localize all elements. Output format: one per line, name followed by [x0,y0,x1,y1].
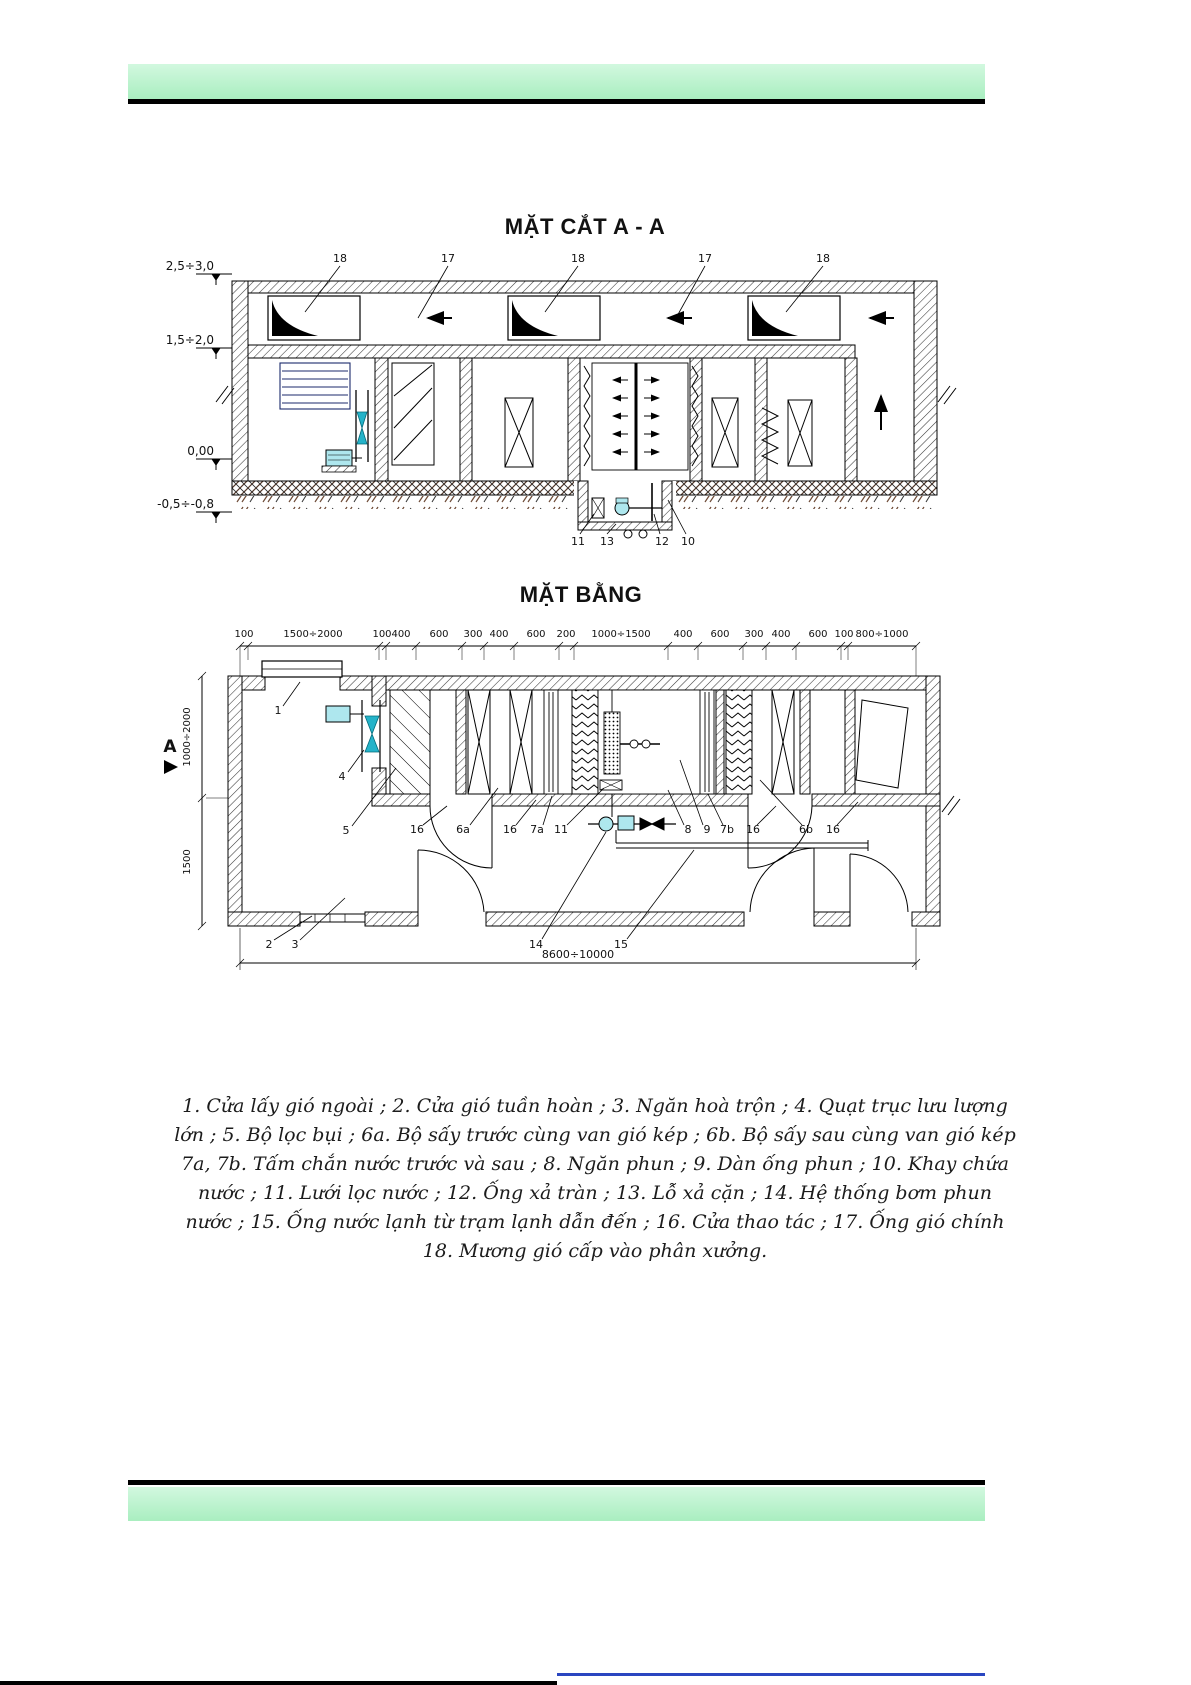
elevation-label: 1,5÷2,0 [165,333,214,347]
dim-label: 600 [710,629,730,640]
callout-label: 16 [826,823,840,836]
callout-label: 2 [265,938,273,951]
caption-line: nước ; 11. Lưới lọc nước ; 12. Ống xả tràn ; 13. Lỗ xả cặn ; 14. Hệ thống bơm phun [198,1182,992,1204]
section-cut-marker-label: A [163,737,177,757]
caption-line: 18. Mương gió cấp vào phân xưởng. [422,1240,768,1262]
dim-label: 100 [372,629,392,640]
callout-label: 1 [274,704,282,717]
damper-louver-box [392,363,434,465]
callout-label: 16 [503,823,517,836]
callout-label: 16 [746,823,760,836]
scan-artifact-black-edge [0,1681,557,1685]
heater-box-2 [510,690,532,794]
dim-label: 400 [391,629,411,640]
reheater-plan [726,690,752,794]
dim-label: 400 [489,629,509,640]
section-cut-arrow-icon [164,760,178,774]
callout-label: 6b [799,823,813,836]
callout-label: 18 [571,252,585,265]
section-title: MẶT CẮT A - A [504,214,666,239]
callout-label: 12 [655,535,669,548]
elevation-label: -0,5÷-0,8 [157,497,214,511]
callout-label: 11 [571,535,585,548]
dim-label: 8600÷10000 [541,948,615,961]
callout-label: 5 [342,824,350,837]
preheater-coil [505,398,533,467]
caption-line: 1. Cửa lấy gió ngoài ; 2. Cửa gió tuần hoàn ; 3. Ngăn hoà trộn ; 4. Quạt trục lưu lượng [182,1095,1008,1117]
scan-artifact-blue-line [557,1673,985,1676]
figure-caption [165,1092,1025,1266]
callout-label: 7a [530,823,544,836]
callout-label: 11 [554,823,568,836]
dim-label: 100 [234,629,254,640]
dim-label: 400 [771,629,791,640]
pump-icon [599,817,613,831]
left-dimension-chain [198,672,228,930]
plan-title: MẶT BẰNG [519,582,643,607]
callout-label: 6a [456,823,470,836]
dim-label: 1000÷2000 [182,707,193,767]
callout-label: 17 [441,252,455,265]
partition [456,690,466,794]
callout-label: 10 [681,535,695,548]
dim-label: 600 [808,629,828,640]
caption-line: 7a, 7b. Tấm chắn nước trước và sau ; 8. Ngăn phun ; 9. Dàn ống phun ; 10. Khay chứa [181,1153,1009,1175]
recirculation-grille [300,914,365,922]
heater-box-3 [772,690,794,794]
outside-air-intake [262,661,342,677]
axial-fan-plan [326,700,380,772]
callout-label: 14 [529,938,543,951]
dim-label: 800÷1000 [855,629,909,640]
partition [800,690,810,794]
header-rule [128,99,985,104]
dim-label: 100 [834,629,854,640]
elevation-label: 2,5÷3,0 [165,259,214,273]
dim-label: 300 [744,629,764,640]
callout-label: 15 [614,938,628,951]
dim-label: 200 [556,629,576,640]
dim-label: 1500 [182,849,193,875]
sump-tank [574,481,676,543]
partition [845,690,855,794]
callout-label: 13 [600,535,614,548]
footer-rule [128,1480,985,1485]
callout-label: 18 [333,252,347,265]
header-green-band [128,64,985,99]
callout-label: 4 [338,770,346,783]
callout-label: 18 [816,252,830,265]
water-baffle-rear [700,690,714,794]
partition [716,690,724,794]
spray-chamber-plan [598,690,716,794]
plan-break-marks [942,796,960,815]
elevation-label: 0,00 [187,444,214,458]
callout-label: 3 [291,938,299,951]
water-baffle-front [544,690,558,794]
supply-openings-18 [268,296,840,340]
section-view-drawing [150,195,970,560]
preheater-plan [572,690,598,794]
dim-label: 1000÷1500 [591,629,651,640]
footer-green-band [128,1487,985,1521]
caption-line: lớn ; 5. Bộ lọc bụi ; 6a. Bộ sấy trước cùng van gió kép ; 6b. Bộ sấy sau cùng van gió kép [174,1124,1016,1146]
spray-nozzle-bank [604,712,620,774]
heater-box-1 [468,690,490,794]
dim-label: 1500÷2000 [283,629,343,640]
intake-louver [280,363,350,409]
callout-label: 17 [698,252,712,265]
callout-label: 8 [684,823,692,836]
spray-chamber-section [584,363,698,470]
dim-label: 600 [526,629,546,640]
dim-label: 300 [463,629,483,640]
dust-filter [390,690,430,794]
plan-view-drawing [150,610,970,1030]
dim-label: 600 [429,629,449,640]
dim-label: 400 [673,629,693,640]
caption-line: nước ; 15. Ống nước lạnh từ trạm lạnh dẫn đến ; 16. Cửa thao tác ; 17. Ống gió chính [185,1211,1005,1233]
callout-label: 9 [703,823,711,836]
callout-label: 7b [720,823,734,836]
supply-damper-plan [856,700,908,788]
callout-label: 16 [410,823,424,836]
